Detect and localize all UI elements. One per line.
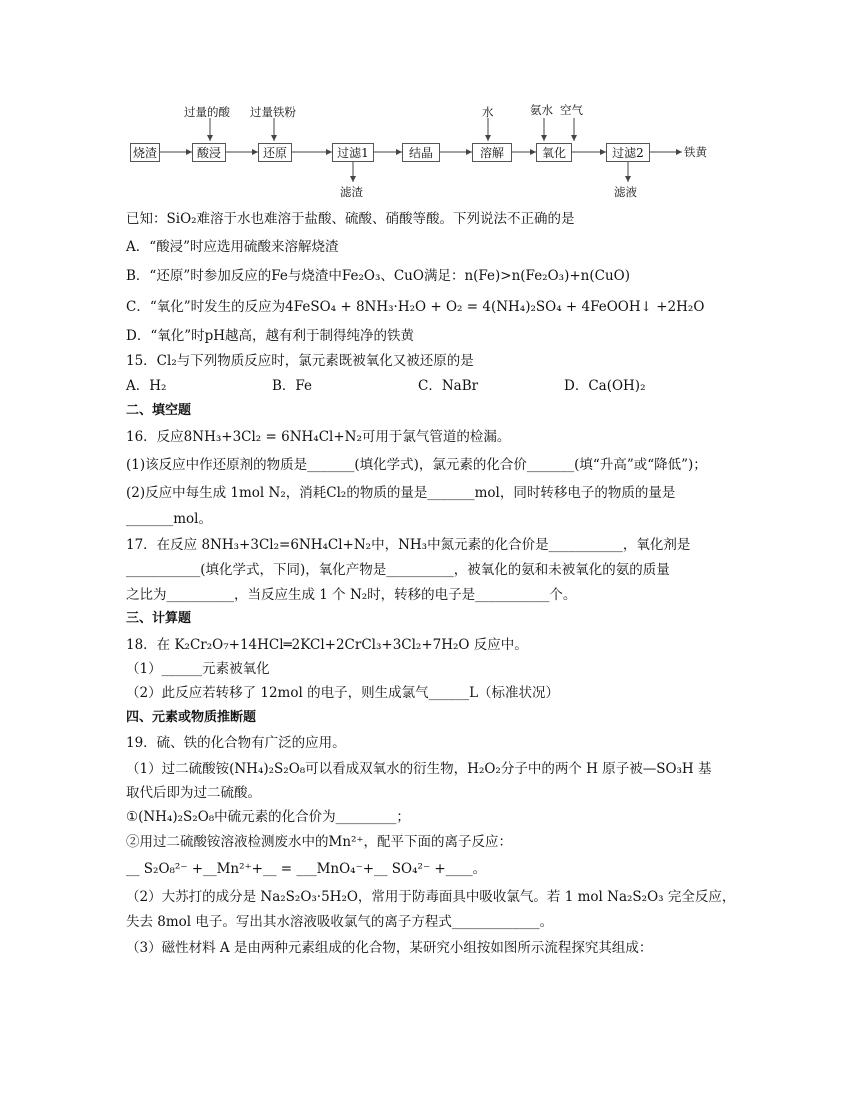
q18-stem: 18．在 K₂Cr₂O₇+14HCl═2KCl+2CrCl₃+3Cl₂+7H₂O 反应中。 [126,637,528,653]
q16-part2: (2)反应中每生成 1mol N₂，消耗Cl₂的物质的量是_______mol，同时转移电子的物质的量是 [126,485,676,501]
q19-part1-line1: （1）过二硫酸铵(NH₄)₂S₂O₈可以看成双氧水的衍生物，H₂O₂分子中的两个 H 原子被—SO₃H 基 [126,761,712,777]
flow-box-oxidize: 氧化 [536,143,572,162]
q15-option-c: C．NaBr [418,378,479,394]
flow-box-slag: 烧渣 [130,143,160,162]
q18-part1: （1）______元素被氧化 [126,661,270,677]
q19-sub2: ②用过二硫酸铵溶液检测废水中的Mn²⁺，配平下面的离子反应： [126,834,513,850]
q19-part2-line1: （2）大苏打的成分是 Na₂S₂O₃·5H₂O，常用于防毒面具中吸收氯气。若 1 mol Na₂S₂O₃ 完全反应， [126,889,736,905]
flow-input-acid: 过量的酸 [184,105,230,119]
flow-box-crystallize: 结晶 [402,143,440,162]
q15-options [126,377,726,395]
q19-part1-line2: 取代后即为过二硫酸。 [126,785,261,801]
flow-box-filter2: 过滤2 [606,143,650,162]
q16-part2-cont: _______mol。 [126,511,212,527]
q16-stem: 16．反应8NH₃+3Cl₂ = 6NH₄Cl+N₂可用于氯气管道的检漏。 [126,429,511,445]
section-fill-blank-heading: 二、填空题 [126,403,192,418]
section-calculation-heading: 三、计算题 [126,611,192,626]
q19-balance-equation: __ S₂O₈²⁻ +__Mn²⁺+__ = ___MnO₄⁻+__ SO₄²⁻ +____。 [126,861,487,877]
q15-option-a: A．H₂ [126,378,167,394]
flow-input-iron: 过量铁粉 [250,105,296,119]
q19-part2-line2: 失去 8mol 电子。写出其水溶液吸收氯气的离子方程式_____________。 [126,914,554,930]
q19-sub1: ①(NH₄)₂S₂O₈中硫元素的化合价为_________； [126,809,410,825]
q14-option-c: C．“氧化”时发生的反应为4FeSO₄ + 8NH₃·H₂O + O₂ = 4(NH₄)₂SO₄ + 4FeOOH↓ +2H₂O [126,299,705,315]
q14-known: 已知：SiO₂难溶于水也难溶于盐酸、硫酸、硝酸等酸。下列说法不正确的是 [126,211,575,227]
flow-input-water: 水 [482,105,494,119]
flow-input-air: 空气 [560,103,583,117]
q14-option-d: D．“氧化”时pH越高，越有利于制得纯净的铁黄 [126,328,415,344]
q17-line3: 之比为__________，当反应生成 1 个 N₂时，转移的电子是___________个。 [126,587,577,603]
flow-output-filtrate: 滤液 [614,185,637,199]
flow-box-filter1: 过滤1 [332,143,374,162]
flow-output-residue: 滤渣 [340,185,363,199]
flow-input-ammonia: 氨水 [530,103,553,117]
q17-line1: 17．在反应 8NH₃+3Cl₂=6NH₄Cl+N₂中，NH₃中氮元素的化合价是___________，氧化剂是 [126,537,691,553]
flow-product-label: 铁黄 [684,145,707,159]
q19-part3: （3）磁性材料 A 是由两种元素组成的化合物，某研究小组按如图所示流程探究其组成： [126,940,653,956]
q19-stem: 19．硫、铁的化合物有广泛的应用。 [126,735,346,751]
q18-part2: （2）此反应若转移了 12mol 的电子，则生成氯气______L（标准状况） [126,685,560,701]
q14-option-a: A．“酸浸”时应选用硫酸来溶解烧渣 [126,239,339,255]
q17-line2: ___________(填化学式，下同)，氧化产物是__________，被氧化的氨和未被氧化的氨的质量 [126,562,670,578]
q15-option-b: B．Fe [272,378,313,394]
q16-part1: (1)该反应中作还原剂的物质是_______(填化学式)，氯元素的化合价_______(填“升高”或“降低”)； [126,457,707,473]
q15-option-d: D．Ca(OH)₂ [564,378,646,394]
flow-box-acid-leach: 酸浸 [192,143,226,162]
process-flow-diagram [126,100,726,199]
section-inference-heading: 四、元素或物质推断题 [126,710,257,725]
q15-stem: 15．Cl₂与下列物质反应时，氯元素既被氧化又被还原的是 [126,353,474,369]
q14-option-b: B．“还原”时参加反应的Fe与烧渣中Fe₂O₃、CuO满足：n(Fe)>n(Fe₂O₃)+n(CuO) [126,268,630,284]
flow-box-reduce: 还原 [258,143,292,162]
flow-box-dissolve: 溶解 [472,143,512,162]
